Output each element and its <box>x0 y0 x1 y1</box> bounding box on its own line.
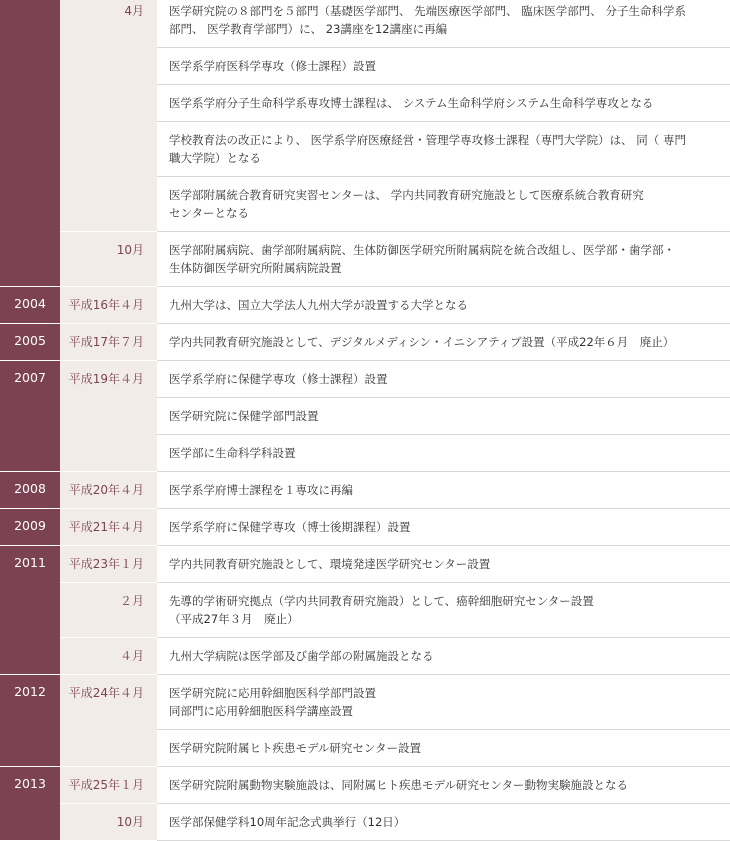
japanese-date-cell: 平成23年１月 <box>60 545 157 582</box>
japanese-date-cell: 4月 <box>60 0 157 47</box>
year-cell: 2012 <box>0 674 60 729</box>
year-cell: 2008 <box>0 471 60 508</box>
year-cell: 2013 <box>0 766 60 803</box>
history-row <box>0 121 730 176</box>
event-cell <box>157 286 730 323</box>
event-cell <box>157 323 730 360</box>
history-row <box>0 47 730 84</box>
japanese-date-cell <box>60 434 157 471</box>
event-text-line: 部門、 医学教育学部門）に、 23講座を12講座に再編 <box>169 21 448 36</box>
japanese-date-cell: 平成25年１月 <box>60 766 157 803</box>
year-cell <box>0 0 60 47</box>
history-row <box>0 231 730 286</box>
year-cell: 2007 <box>0 360 60 397</box>
event-text-line: 医学系学府に保健学専攻（修士課程）設置 <box>169 371 388 386</box>
year-cell <box>0 84 60 121</box>
event-text-line: （平成27年３月 廃止） <box>169 611 299 626</box>
event-text-line: 医学部保健学科10周年記念式典挙行（12日） <box>169 814 406 829</box>
japanese-date-cell: 10月 <box>60 803 157 840</box>
japanese-date-cell: ４月 <box>60 637 157 674</box>
event-text-line: 医学部附属病院、歯学部附属病院、生体防御医学研究所附属病院を統合改組し、医学部・歯学部・ <box>169 242 675 257</box>
event-text-line: 九州大学病院は医学部及び歯学部の附属施設となる <box>169 648 434 663</box>
event-text-line: 同部門に応用幹細胞医科学講座設置 <box>169 703 353 718</box>
event-cell <box>157 582 730 637</box>
event-text-line: センターとなる <box>169 205 250 220</box>
japanese-date-cell: 平成21年４月 <box>60 508 157 545</box>
event-cell <box>157 637 730 674</box>
history-row <box>0 471 730 508</box>
history-row <box>0 637 730 674</box>
event-text-line: 医学研究院附属ヒト疾患モデル研究センター設置 <box>169 740 421 755</box>
event-cell <box>157 729 730 766</box>
event-text-line: 医学部附属統合教育研究実習センターは、 学内共同教育研究施設として医療系統合教育研究 <box>169 187 644 202</box>
japanese-date-cell: ２月 <box>60 582 157 637</box>
year-cell <box>0 637 60 674</box>
history-row <box>0 582 730 637</box>
history-row <box>0 729 730 766</box>
japanese-date-cell: 平成16年４月 <box>60 286 157 323</box>
japanese-date-cell <box>60 176 157 231</box>
event-text-line: 学校教育法の改正により、 医学系学府医療経営・管理学専攻修士課程（専門大学院）は、 同（ 専門 <box>169 132 686 147</box>
year-cell <box>0 176 60 231</box>
year-cell: 2004 <box>0 286 60 323</box>
year-cell: 2009 <box>0 508 60 545</box>
japanese-date-cell: 平成20年４月 <box>60 471 157 508</box>
history-row <box>0 674 730 729</box>
event-text-line: 医学系学府博士課程を１専攻に再編 <box>169 482 353 497</box>
event-cell <box>157 231 730 286</box>
event-text-line: 職大学院）となる <box>169 150 261 165</box>
event-cell <box>157 0 730 47</box>
history-row <box>0 323 730 360</box>
japanese-date-cell <box>60 729 157 766</box>
japanese-date-cell <box>60 47 157 84</box>
japanese-date-cell: 平成24年４月 <box>60 674 157 729</box>
event-text-line: 医学研究院に保健学部門設置 <box>169 408 319 423</box>
japanese-date-cell <box>60 397 157 434</box>
event-text-line: 医学系学府医科学専攻（修士課程）設置 <box>169 58 376 73</box>
year-cell <box>0 434 60 471</box>
event-text-line: 医学系学府分子生命科学系専攻博士課程は、 システム生命科学府システム生命科学専攻となる <box>169 95 654 110</box>
history-row <box>0 286 730 323</box>
event-cell <box>157 508 730 545</box>
event-text-line: 学内共同教育研究施設として、デジタルメディシン・イニシアティブ設置（平成22年６月 廃止） <box>169 334 675 349</box>
year-cell <box>0 803 60 840</box>
event-text-line: 医学部に生命科学科設置 <box>169 445 296 460</box>
history-row <box>0 545 730 582</box>
history-row <box>0 803 730 840</box>
year-cell <box>0 397 60 434</box>
event-text-line: 医学研究院の８部門を５部門（基礎医学部門、 先端医療医学部門、 臨床医学部門、 分子生命科学系 <box>169 3 686 18</box>
event-text-line: 九州大学は、国立大学法人九州大学が設置する大学となる <box>169 297 468 312</box>
event-text-line: 先導的学術研究拠点（学内共同教育研究施設）として、癌幹細胞研究センター設置 <box>169 593 594 608</box>
japanese-date-cell <box>60 121 157 176</box>
event-cell <box>157 803 730 840</box>
japanese-date-cell <box>60 84 157 121</box>
event-cell <box>157 176 730 231</box>
event-cell <box>157 84 730 121</box>
event-text-line: 医学研究院附属動物実験施設は、同附属ヒト疾患モデル研究センター動物実験施設となる <box>169 777 628 792</box>
history-row <box>0 360 730 397</box>
history-row <box>0 176 730 231</box>
year-cell <box>0 47 60 84</box>
event-cell <box>157 471 730 508</box>
history-row <box>0 508 730 545</box>
event-text-line: 生体防御医学研究所附属病院設置 <box>169 260 342 275</box>
year-cell <box>0 121 60 176</box>
event-cell <box>157 674 730 729</box>
event-cell <box>157 360 730 397</box>
year-cell: 2005 <box>0 323 60 360</box>
history-row <box>0 397 730 434</box>
event-cell <box>157 47 730 84</box>
event-cell <box>157 545 730 582</box>
history-row <box>0 434 730 471</box>
event-text-line: 学内共同教育研究施設として、環境発達医学研究センター設置 <box>169 556 491 571</box>
event-text-line: 医学系学府に保健学専攻（博士後期課程）設置 <box>169 519 411 534</box>
event-text-line: 医学研究院に応用幹細胞医科学部門設置 <box>169 685 376 700</box>
year-cell <box>0 231 60 286</box>
event-cell <box>157 121 730 176</box>
history-row <box>0 0 730 47</box>
japanese-date-cell: 10月 <box>60 231 157 286</box>
year-cell <box>0 582 60 637</box>
japanese-date-cell: 平成17年７月 <box>60 323 157 360</box>
event-cell <box>157 397 730 434</box>
year-cell: 2011 <box>0 545 60 582</box>
event-cell <box>157 434 730 471</box>
japanese-date-cell: 平成19年４月 <box>60 360 157 397</box>
history-row <box>0 84 730 121</box>
year-cell <box>0 729 60 766</box>
